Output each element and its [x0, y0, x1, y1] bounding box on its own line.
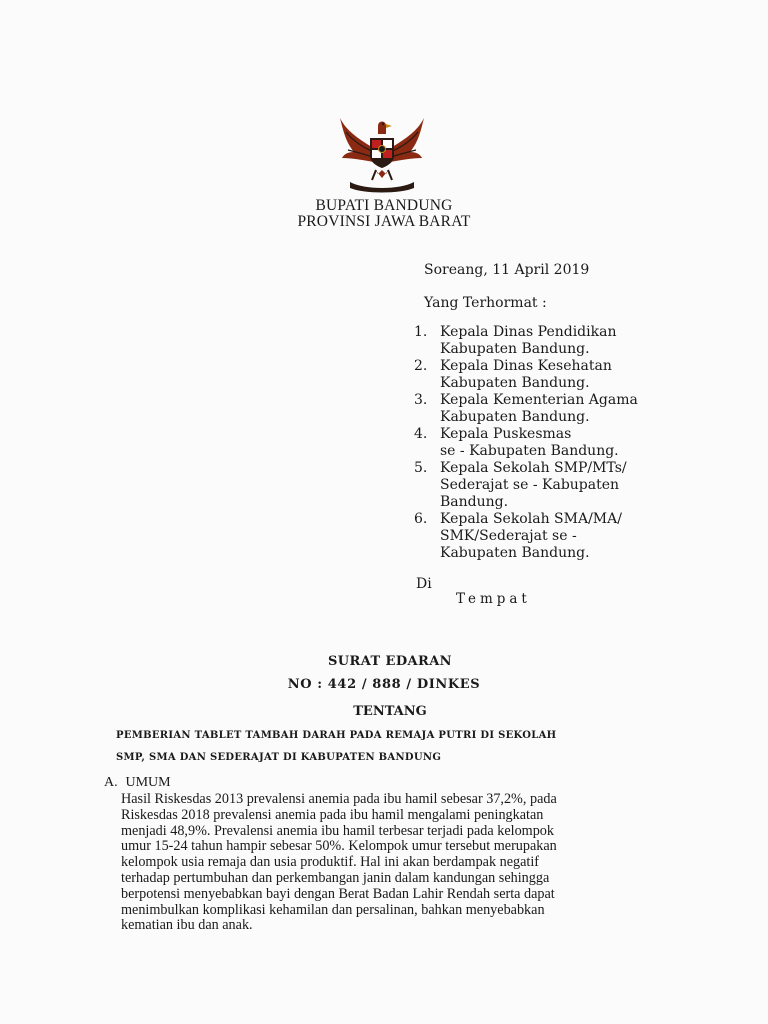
recipient-line: Kepala Sekolah SMP/MTs/: [440, 460, 627, 476]
salutation: Yang Terhormat :: [424, 295, 547, 311]
recipient-line: Kabupaten Bandung.: [440, 375, 590, 391]
recipient-line: Kepala Sekolah SMA/MA/: [440, 511, 622, 527]
body-line: kematian ibu dan anak.: [121, 917, 253, 934]
recipient-line: Kabupaten Bandung.: [440, 545, 590, 561]
recipient-line: Kepala Dinas Pendidikan: [440, 324, 617, 340]
recipient-number: 5.: [414, 460, 428, 476]
garuda-emblem-icon: [334, 112, 430, 194]
circular-tentang: TENTANG: [353, 704, 427, 719]
letterhead-title: BUPATI BANDUNG: [315, 197, 453, 214]
subject-line-2: SMP, SMA DAN SEDERAJAT DI KABUPATEN BANDUNG: [116, 752, 442, 763]
body-line: Hasil Riskesdas 2013 prevalensi anemia pada ibu hamil sebesar 37,2%, pada: [121, 791, 557, 807]
recipient-item: [414, 392, 744, 426]
recipient-item: [414, 358, 744, 392]
body-line: menjadi 48,9%. Prevalensi anemia ibu hamil terbesar terjadi pada kelompok: [121, 822, 554, 839]
body-line: Riskesdas 2018 prevalensi anemia pada ibu hamil mengalami peningkatan: [121, 806, 544, 823]
body-line: umur 15-24 tahun hampir sebesar 50%. Kelompok umur tersebut merupakan: [121, 838, 557, 855]
recipient-line: SMK/Sederajat se -: [440, 528, 577, 544]
recipient-list: [414, 324, 744, 562]
recipient-number: 1.: [414, 324, 428, 340]
recipient-number: 6.: [414, 511, 428, 527]
recipient-line: Kepala Dinas Kesehatan: [440, 358, 612, 374]
recipient-line: Kepala Puskesmas: [440, 426, 572, 442]
body-line: terhadap pertumbuhan dan perkembangan janin dalam kandungan sehingga: [121, 869, 550, 886]
location-place: Tempat: [456, 591, 531, 607]
recipient-line: Sederajat se - Kabupaten: [440, 477, 620, 493]
recipient-item: [414, 511, 744, 562]
letter-date: Soreang, 11 April 2019: [424, 262, 590, 278]
recipient-number: 4.: [414, 426, 428, 442]
letterhead: [0, 198, 768, 230]
recipient-number: 3.: [414, 392, 428, 408]
section-body: [121, 792, 661, 934]
body-line: menimbulkan komplikasi kehamilan dan persalinan, bahkan menyebabkan: [121, 901, 545, 918]
circular-number: NO : 442 / 888 / DINKES: [287, 677, 481, 692]
section-label: A.: [104, 775, 118, 790]
location-prefix: Di: [416, 576, 432, 592]
recipient-line: se - Kabupaten Bandung.: [440, 443, 619, 459]
body-line: kelompok usia remaja dan usia produktif. Hal ini akan berdampak negatif: [121, 854, 540, 871]
circular-title: SURAT EDARAN: [328, 654, 452, 669]
recipient-item: [414, 426, 744, 460]
recipient-line: Kabupaten Bandung.: [440, 409, 590, 425]
body-line: berpotensi menyebabkan bayi dengan Berat Badan Lahir Rendah serta dapat: [121, 885, 555, 902]
letterhead-subtitle: PROVINSI JAWA BARAT: [297, 213, 471, 230]
recipient-line: Kabupaten Bandung.: [440, 341, 590, 357]
recipient-number: 2.: [414, 358, 428, 374]
section-title: UMUM: [125, 775, 171, 790]
section-heading: [104, 775, 171, 791]
subject-line-1: PEMBERIAN TABLET TAMBAH DARAH PADA REMAJA PUTRI DI SEKOLAH: [116, 730, 557, 741]
recipient-item: [414, 324, 744, 358]
recipient-line: Kepala Kementerian Agama: [440, 392, 638, 408]
recipient-line: Bandung.: [440, 494, 509, 510]
recipient-item: [414, 460, 744, 511]
